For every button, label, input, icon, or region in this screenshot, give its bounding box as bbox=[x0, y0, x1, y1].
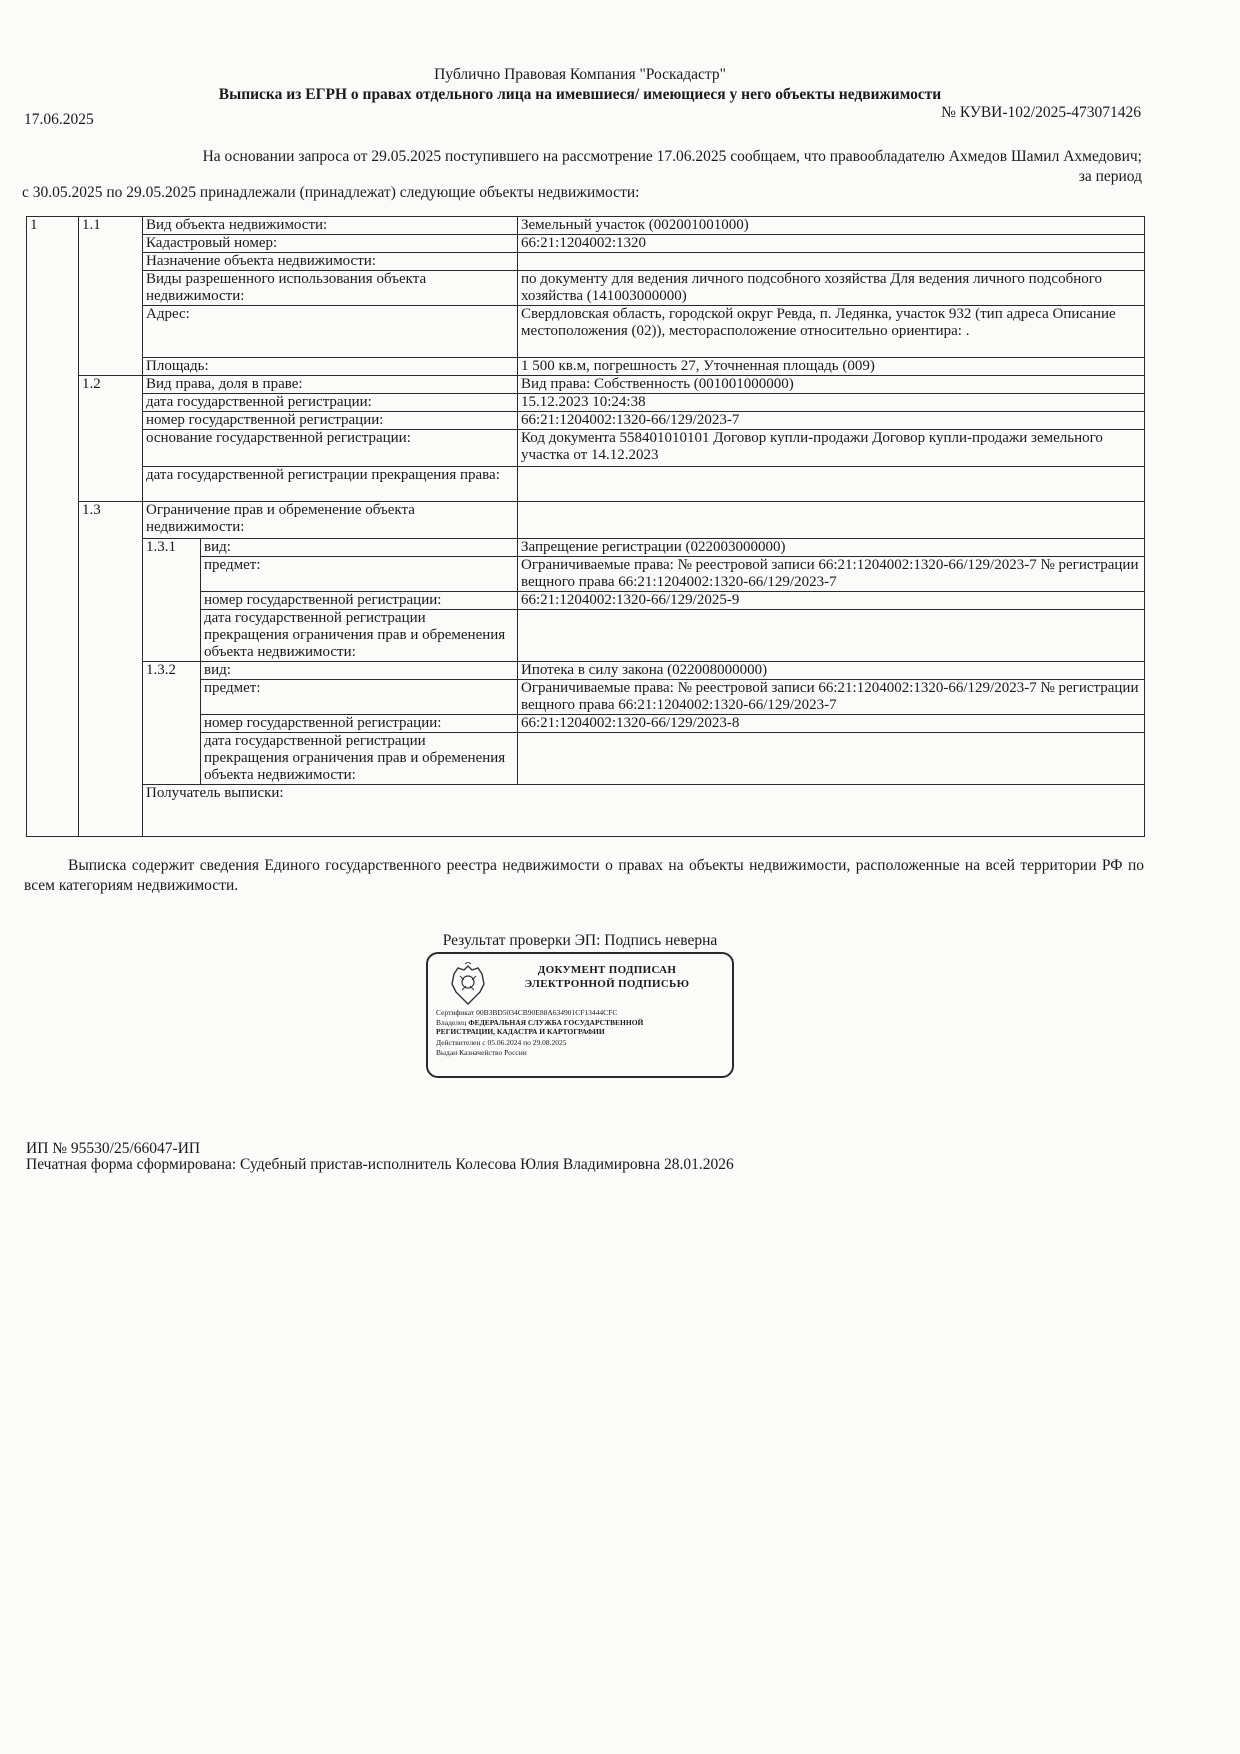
obj-type-value: Земельный участок (002001001000) bbox=[518, 217, 1145, 235]
restriction-value bbox=[518, 502, 1145, 539]
footer-note: Выписка содержит сведения Единого государственного реестра недвижимости о правах на объекты недвижимости, расположенные на всей территории РФ по всем категориям недвижимости. bbox=[24, 857, 1144, 894]
table-row bbox=[27, 539, 1145, 557]
reg-num-label: номер государственной регистрации: bbox=[143, 412, 518, 430]
permitted-use-value: по документу для ведения личного подсобного хозяйства Для ведения личного подсобного хозяйства (141003000000) bbox=[518, 271, 1145, 306]
permitted-use-label: Виды разрешенного использования объекта недвижимости: bbox=[143, 271, 518, 306]
table-row bbox=[27, 358, 1145, 376]
area-value: 1 500 кв.м, погрешность 27, Уточненная площадь (009) bbox=[518, 358, 1145, 376]
address-label: Адрес: bbox=[143, 306, 518, 358]
enforcement-number: ИП № 95530/25/66047-ИП bbox=[26, 1140, 201, 1157]
intro-line-3: с 30.05.2025 по 29.05.2025 принадлежали (принадлежат) следующие объекты недвижимости: bbox=[22, 184, 640, 201]
purpose-label: Назначение объекта недвижимости: bbox=[143, 253, 518, 271]
r2-num-label: номер государственной регистрации: bbox=[201, 715, 518, 733]
table-row bbox=[27, 306, 1145, 358]
reg-date-value: 15.12.2023 10:24:38 bbox=[518, 394, 1145, 412]
obj-type-label: Вид объекта недвижимости: bbox=[143, 217, 518, 235]
printed-by: Печатная форма сформирована: Судебный пристав-исполнитель Колесова Юлия Владимировна 28.01.2026 bbox=[26, 1156, 734, 1173]
reg-basis-value: Код документа 558401010101 Договор купли-продажи Договор купли-продажи земельного участка от 14.12.2023 bbox=[518, 430, 1145, 467]
r1-end-label: дата государственной регистрации прекращения ограничения прав и обременения объекта недвижимости: bbox=[201, 610, 518, 662]
stamp-owner-label: Владелец bbox=[436, 1018, 467, 1027]
table-row bbox=[27, 785, 1145, 837]
section-1-2: 1.2 bbox=[79, 376, 143, 502]
property-table bbox=[26, 216, 1145, 837]
r1-subject-label: предмет: bbox=[201, 557, 518, 592]
table-row bbox=[27, 412, 1145, 430]
stamp-owner-value-2: РЕГИСТРАЦИИ, КАДАСТРА И КАРТОГРАФИИ bbox=[436, 1027, 605, 1036]
table-row bbox=[27, 376, 1145, 394]
address-value: Свердловская область, городской округ Ревда, п. Ледянка, участок 932 (тип адреса Описание местоположения (02)), месторасположение относительно ориентира: . bbox=[518, 306, 1145, 358]
r1-kind-value: Запрещение регистрации (022003000000) bbox=[518, 539, 1145, 557]
stamp-certificate bbox=[436, 1008, 617, 1017]
r1-end-value bbox=[518, 610, 1145, 662]
r2-subject-label: предмет: bbox=[201, 680, 518, 715]
right-label: Вид права, доля в праве: bbox=[143, 376, 518, 394]
reg-date-label: дата государственной регистрации: bbox=[143, 394, 518, 412]
r2-end-label: дата государственной регистрации прекращения ограничения прав и обременения объекта недвижимости: bbox=[201, 733, 518, 785]
reg-num-value: 66:21:1204002:1320-66/129/2023-7 bbox=[518, 412, 1145, 430]
subsection-1-3-1: 1.3.1 bbox=[143, 539, 201, 662]
r2-end-value bbox=[518, 733, 1145, 785]
r1-subject-value: Ограничиваемые права: № реестровой записи 66:21:1204002:1320-66/129/2023-7 № регистрации вещного права 66:21:1204002:1320-66/129/2023-7 bbox=[518, 557, 1145, 592]
organization-name: Публично Правовая Компания "Роскадастр" bbox=[434, 66, 726, 83]
restriction-label: Ограничение прав и обременение объекта недвижимости: bbox=[143, 502, 518, 539]
reg-end-label: дата государственной регистрации прекращения права: bbox=[143, 467, 518, 502]
table-row bbox=[27, 467, 1145, 502]
stamp-issued: Выдан Казначейство России bbox=[436, 1048, 527, 1057]
table-row bbox=[27, 430, 1145, 467]
document-date: 17.06.2025 bbox=[24, 111, 94, 128]
coat-of-arms-icon bbox=[448, 962, 488, 1008]
stamp-line-2: ЭЛЕКТРОННОЙ ПОДПИСЬЮ bbox=[524, 978, 690, 990]
purpose-value bbox=[518, 253, 1145, 271]
r2-subject-value: Ограничиваемые права: № реестровой записи 66:21:1204002:1320-66/129/2023-7 № регистрации вещного права 66:21:1204002:1320-66/129/2023-7 bbox=[518, 680, 1145, 715]
e-signature-stamp bbox=[426, 952, 734, 1078]
table-row bbox=[27, 253, 1145, 271]
recipient-label: Получатель выписки: bbox=[143, 785, 1145, 837]
section-1-3: 1.3 bbox=[79, 502, 143, 837]
stamp-cert-value: 00B3BD5034CB90E88A634901CF13444CFC bbox=[476, 1008, 618, 1017]
intro-line-2: за период bbox=[1078, 168, 1142, 185]
area-label: Площадь: bbox=[143, 358, 518, 376]
stamp-owner-cont bbox=[436, 1027, 605, 1036]
reg-end-value bbox=[518, 467, 1145, 502]
stamp-valid: Действителен с 05.06.2024 по 29.08.2025 bbox=[436, 1038, 567, 1047]
table-row bbox=[27, 394, 1145, 412]
r2-kind-value: Ипотека в силу закона (022008000000) bbox=[518, 662, 1145, 680]
table-row bbox=[27, 271, 1145, 306]
stamp-line-1: ДОКУМЕНТ ПОДПИСАН bbox=[537, 964, 677, 976]
r2-kind-label: вид: bbox=[201, 662, 518, 680]
object-index: 1 bbox=[27, 217, 79, 837]
subsection-1-3-2: 1.3.2 bbox=[143, 662, 201, 785]
stamp-cert-label: Сертификат bbox=[436, 1008, 475, 1017]
table-row bbox=[27, 662, 1145, 680]
cadastral-label: Кадастровый номер: bbox=[143, 235, 518, 253]
r2-num-value: 66:21:1204002:1320-66/129/2023-8 bbox=[518, 715, 1145, 733]
r1-num-value: 66:21:1204002:1320-66/129/2025-9 bbox=[518, 592, 1145, 610]
r1-num-label: номер государственной регистрации: bbox=[201, 592, 518, 610]
right-value: Вид права: Собственность (001001000000) bbox=[518, 376, 1145, 394]
document-number: № КУВИ-102/2025-473071426 bbox=[941, 104, 1141, 121]
cadastral-value: 66:21:1204002:1320 bbox=[518, 235, 1145, 253]
stamp-owner-value-1: ФЕДЕРАЛЬНАЯ СЛУЖБА ГОСУДАРСТВЕННОЙ bbox=[468, 1018, 644, 1027]
stamp-owner bbox=[436, 1018, 643, 1027]
document-title: Выписка из ЕГРН о правах отдельного лица на имевшиеся/ имеющиеся у него объекты недвижимости bbox=[218, 86, 942, 103]
signature-check-result: Результат проверки ЭП: Подпись неверна bbox=[442, 932, 718, 949]
table-row bbox=[27, 217, 1145, 235]
r1-kind-label: вид: bbox=[201, 539, 518, 557]
table-row bbox=[27, 502, 1145, 539]
table-row bbox=[27, 235, 1145, 253]
reg-basis-label: основание государственной регистрации: bbox=[143, 430, 518, 467]
intro-line-1: На основании запроса от 29.05.2025 поступившего на рассмотрение 17.06.2025 сообщаем, что правообладателю Ахмедов Шамил Ахмедович; bbox=[202, 148, 1142, 165]
section-1-1: 1.1 bbox=[79, 217, 143, 376]
